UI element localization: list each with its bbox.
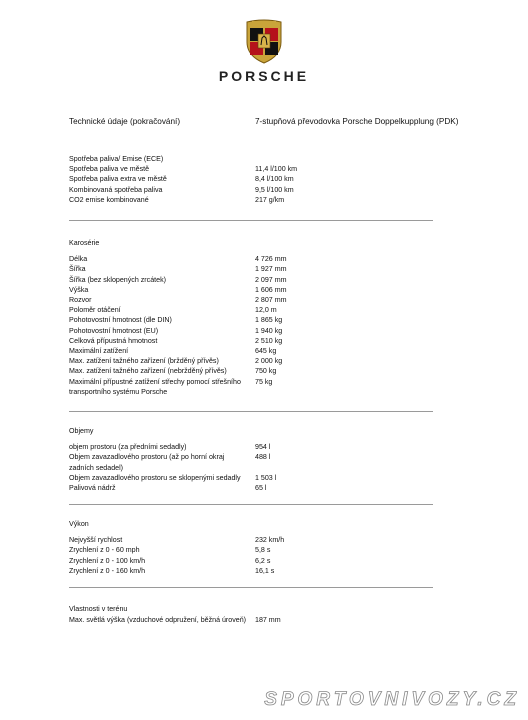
spec-label: CO2 emise kombinované (69, 195, 149, 204)
section-performance (69, 519, 469, 576)
spec-label: Objem zavazadlového prostoru (až po horní okraj zadních sedadel) (69, 453, 225, 472)
spec-row (69, 356, 469, 366)
spec-row (69, 315, 469, 325)
spec-label: Délka (69, 255, 88, 264)
spec-label: Max. světlá výška (vzduchové odpružení, běžná úroveň) (69, 616, 247, 625)
spec-row (69, 566, 469, 576)
spec-row (69, 164, 469, 174)
spec-value: 954 l (255, 443, 271, 452)
spec-label: Palivová nádrž (69, 484, 116, 493)
spec-value: 65 l (255, 484, 267, 493)
spec-value: 1 503 l (255, 473, 277, 482)
spec-row (69, 545, 469, 555)
header-title: Technické údaje (pokračování) (69, 117, 181, 126)
spec-label: Výška (69, 285, 89, 294)
spec-row (69, 185, 469, 195)
spec-value: 6,2 s (255, 556, 271, 565)
spec-label: Celková přípustná hmotnost (69, 336, 158, 345)
section-title: Výkon (69, 520, 89, 528)
spec-label: Pohotovostní hmotnost (EU) (69, 326, 159, 335)
section-divider (69, 504, 433, 505)
section-title: Vlastnosti v terénu (69, 605, 128, 613)
section-divider (69, 411, 433, 412)
spec-label: Spotřeba paliva extra ve městě (69, 175, 167, 184)
spec-value: 2 807 mm (255, 296, 287, 305)
section-title: Objemy (69, 427, 94, 435)
spec-label: objem prostoru (za předními sedadly) (69, 443, 187, 452)
spec-value: 217 g/km (255, 195, 285, 204)
spec-row (69, 556, 469, 566)
spec-row (69, 336, 469, 346)
spec-value: 12,0 m (255, 306, 277, 315)
spec-label: Maximální zatížení (69, 347, 129, 356)
watermark: SPORTOVNIVOZY.CZ (264, 689, 520, 710)
spec-row (69, 275, 469, 285)
spec-label: Spotřeba paliva ve městě (69, 165, 150, 174)
spec-value: 645 kg (255, 347, 277, 356)
spec-value: 488 l (255, 453, 271, 462)
spec-row (69, 295, 469, 305)
section-offroad (69, 604, 469, 625)
spec-label: Pohotovostní hmotnost (dle DIN) (69, 316, 172, 325)
spec-label: Max. zatížení tažného zařízení (bržděný přívěs) (69, 357, 219, 366)
spec-value: 1 606 mm (255, 285, 287, 294)
section-fuel (69, 154, 469, 205)
spec-row (69, 346, 469, 356)
spec-label: Zrychlení z 0 - 100 km/h (69, 556, 146, 565)
spec-label: Spotřeba paliva/ Emise (ECE) (69, 155, 164, 163)
spec-row (69, 154, 469, 164)
spec-row (69, 535, 469, 545)
spec-value: 8,4 l/100 km (255, 175, 294, 184)
spec-value: 2 510 kg (255, 336, 283, 345)
porsche-wordmark: PORSCHE (218, 68, 310, 84)
spec-row (69, 326, 469, 336)
spec-label: Šířka (bez sklopených zrcátek) (69, 275, 166, 284)
spec-row (69, 264, 469, 274)
spec-row (69, 483, 469, 493)
spec-value: 232 km/h (255, 536, 285, 545)
spec-label: Rozvor (69, 296, 92, 305)
spec-value: 75 kg (255, 377, 273, 386)
porsche-crest-icon (244, 18, 284, 64)
header-transmission: 7-stupňová převodovka Porsche Doppelkupplung (PDK) (255, 117, 459, 126)
section-divider (69, 587, 433, 588)
spec-value: 187 mm (255, 616, 281, 625)
spec-value: 1 927 mm (255, 265, 287, 274)
spec-value: 2 097 mm (255, 275, 287, 284)
section-divider (69, 220, 433, 221)
spec-label: Nejvyšší rychlost (69, 536, 123, 545)
spec-row (69, 254, 469, 264)
spec-row (69, 285, 469, 295)
spec-label: Max. zatížení tažného zařízení (nebržděný přívěs) (69, 367, 227, 376)
spec-value: 1 865 kg (255, 316, 283, 325)
spec-label: Kombinovaná spotřeba paliva (69, 185, 163, 194)
spec-row (69, 442, 469, 452)
spec-value: 16,1 s (255, 566, 275, 575)
spec-value: 750 kg (255, 367, 277, 376)
spec-row (69, 305, 469, 315)
section-title: Karosérie (69, 239, 100, 247)
spec-row (69, 452, 469, 472)
spec-value (255, 154, 469, 164)
spec-row (69, 174, 469, 184)
spec-value: 2 000 kg (255, 357, 283, 366)
spec-row (69, 615, 469, 625)
spec-value: 1 940 kg (255, 326, 283, 335)
spec-label: Zrychlení z 0 - 60 mph (69, 546, 140, 555)
spec-label: Zrychlení z 0 - 160 km/h (69, 566, 146, 575)
porsche-logo (204, 18, 324, 88)
spec-label: Poloměr otáčení (69, 306, 121, 315)
spec-value: 11,4 l/100 km (255, 165, 298, 174)
spec-label: Maximální přípustné zatížení střechy pomocí střešního transportního systému Porsche (69, 377, 241, 396)
spec-value: 4 726 mm (255, 255, 287, 264)
spec-row (69, 195, 469, 205)
spec-value: 5,8 s (255, 546, 271, 555)
spec-row (69, 473, 469, 483)
spec-row (69, 366, 469, 376)
section-volumes (69, 426, 469, 493)
spec-label: Šířka (69, 265, 86, 274)
spec-label: Objem zavazadlového prostoru se sklopenými sedadly (69, 473, 241, 482)
spec-row (69, 377, 469, 397)
section-body (69, 238, 469, 397)
spec-value: 9,5 l/100 km (255, 185, 294, 194)
